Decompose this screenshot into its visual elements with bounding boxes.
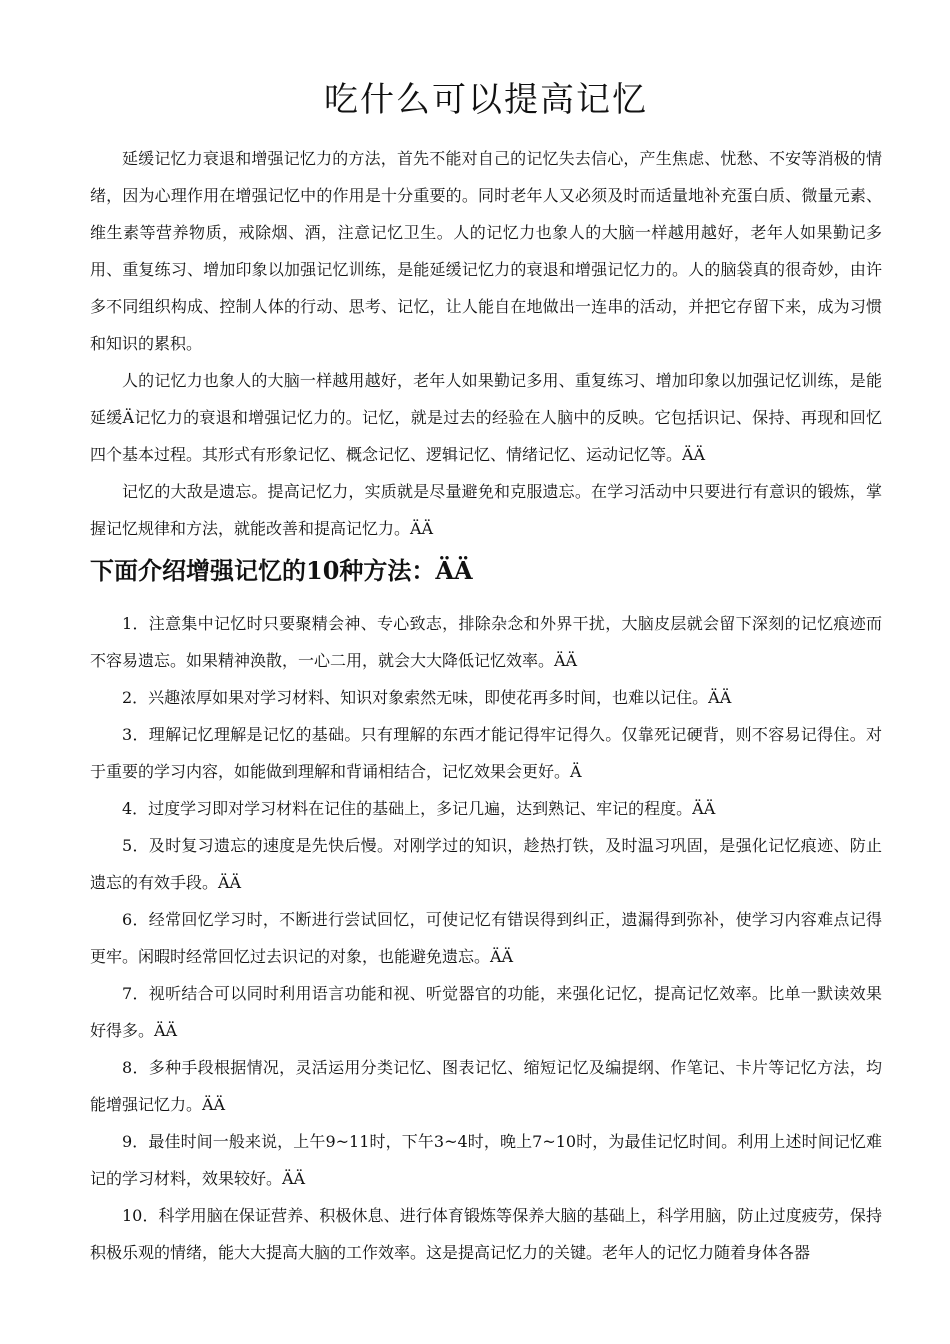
method-item-8: 8．多种手段根据情况，灵活运用分类记忆、图表记忆、缩短记忆及编提纲、作笔记、卡片等记忆方法，均能增强记忆力。ÄÄ [90, 1058, 882, 1115]
method-item-5: 5．及时复习遗忘的速度是先快后慢。对刚学过的知识，趁热打铁，及时温习巩固，是强化记忆痕迹、防止遗忘的有效手段。ÄÄ [90, 836, 882, 893]
intro-paragraph-3: 记忆的大敌是遗忘。提高记忆力，实质就是尽量避免和克服遗忘。在学习活动中只要进行有意识的锻炼，掌握记忆规律和方法，就能改善和提高记忆力。ÄÄ [90, 482, 882, 539]
method-item-7: 7．视听结合可以同时利用语言功能和视、听觉器官的功能，来强化记忆，提高记忆效率。比单一默读效果好得多。ÄÄ [90, 984, 882, 1041]
method-item-6: 6．经常回忆学习时，不断进行尝试回忆，可使记忆有错误得到纠正，遗漏得到弥补，使学习内容难点记得更牢。闲暇时经常回忆过去识记的对象，也能避免遗忘。ÄÄ [90, 910, 882, 967]
method-item-1: 1．注意集中记忆时只要聚精会神、专心致志，排除杂念和外界干扰，大脑皮层就会留下深刻的记忆痕迹而不容易遗忘。如果精神涣散，一心二用，就会大大降低记忆效率。ÄÄ [90, 614, 882, 671]
intro-paragraph-1: 延缓记忆力衰退和增强记忆力的方法，首先不能对自己的记忆失去信心，产生焦虑、忧愁、不安等消极的情绪，因为心理作用在增强记忆中的作用是十分重要的。同时老年人又必须及时而适量地补充蛋白质、微量元素、维生素等营养物质，戒除烟、酒，注意记忆卫生。人的记忆力也象人的大脑一样越用越好，老年人如果勤记多用、重复练习、增加印象以加强记忆训练，是能延缓记忆力的衰退和增强记忆力的。人的脑袋真的很奇妙，由许多不同组织构成、控制人体的行动、思考、记忆，让人能自在地做出一连串的活动，并把它存留下来，成为习惯和知识的累积。 [90, 149, 882, 354]
method-item-4: 4．过度学习即对学习材料在记住的基础上，多记几遍，达到熟记、牢记的程度。ÄÄ [122, 799, 716, 819]
method-item-10: 10．科学用脑在保证营养、积极休息、进行体育锻炼等保养大脑的基础上，科学用脑，防止过度疲劳，保持积极乐观的情绪，能大大提高大脑的工作效率。这是提高记忆力的关键。老年人的记忆力随着身体各器 [90, 1206, 882, 1263]
document-title: 吃什么可以提高记忆 [324, 80, 648, 120]
methods-heading: 下面介绍增强记忆的10种方法：ÄÄ [90, 556, 473, 586]
method-item-9: 9．最佳时间一般来说，上午9~11时，下午3~4时，晚上7~10时，为最佳记忆时间。利用上述时间记忆难记的学习材料，效果较好。ÄÄ [90, 1132, 882, 1189]
method-item-2: 2．兴趣浓厚如果对学习材料、知识对象索然无味，即使花再多时间，也难以记住。ÄÄ [122, 688, 732, 708]
method-item-3: 3．理解记忆理解是记忆的基础。只有理解的东西才能记得牢记得久。仅靠死记硬背，则不容易记得住。对于重要的学习内容，如能做到理解和背诵相结合，记忆效果会更好。Ä [90, 725, 882, 782]
intro-paragraph-2: 人的记忆力也象人的大脑一样越用越好，老年人如果勤记多用、重复练习、增加印象以加强记忆训练，是能延缓Ä记忆力的衰退和增强记忆力的。记忆，就是过去的经验在人脑中的反映。它包括识记、保持、再现和回忆四个基本过程。其形式有形象记忆、概念记忆、逻辑记忆、情绪记忆、运动记忆等。ÄÄ [90, 371, 882, 465]
